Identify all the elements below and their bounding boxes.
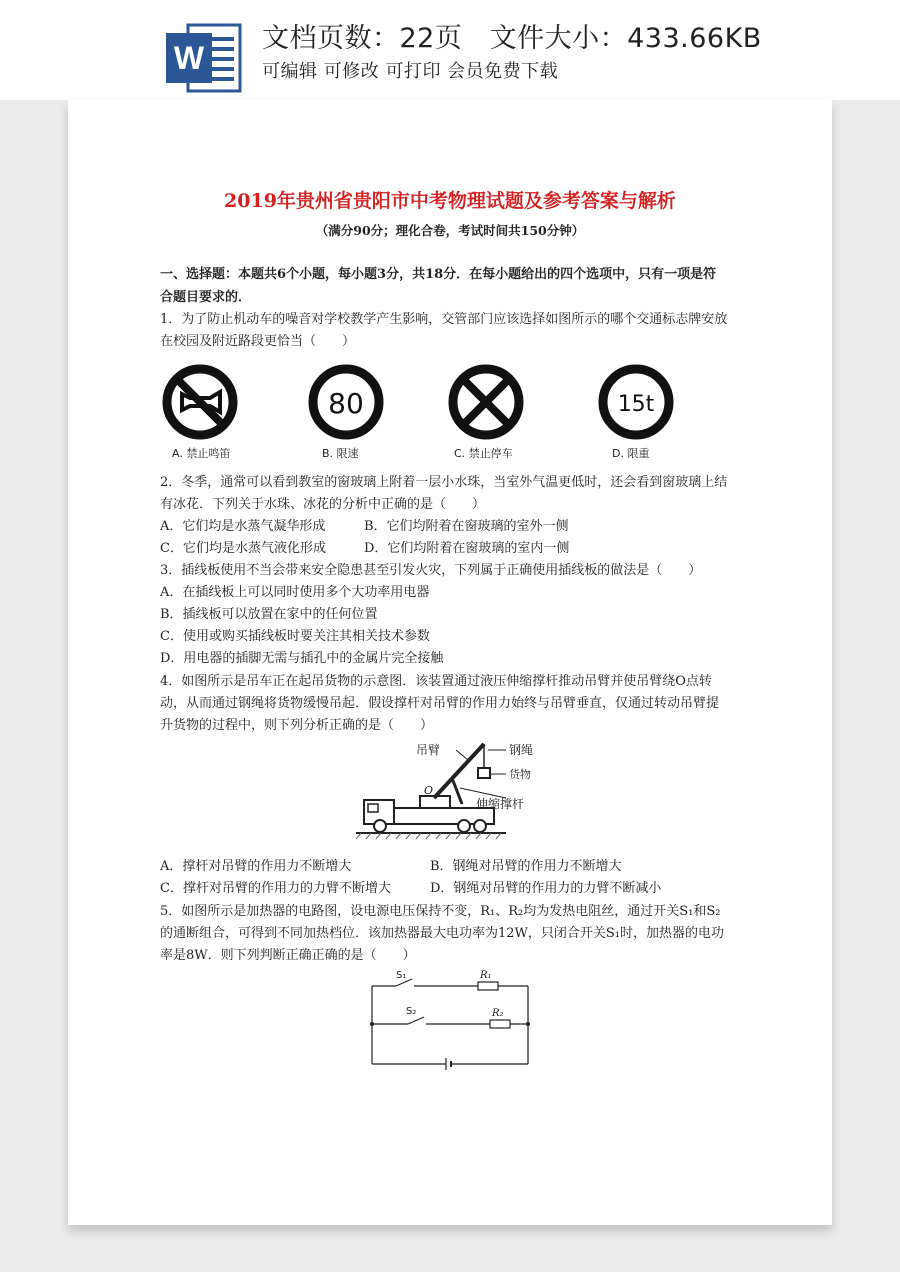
question-4: 4．如图所示是吊车正在起吊货物的示意图．该装置通过液压伸缩撑杆推动吊臂并使吊臂绕O点转 — [160, 674, 712, 689]
rope-label: 钢绳 — [509, 743, 534, 757]
weight-limit-sign-icon — [596, 362, 676, 442]
question-4-cont: 动，从而通过钢绳将货物缓慢吊起．假设撑杆对吊臂的作用力始终与吊臂垂直，仅通过转动吊臂提 — [160, 696, 720, 711]
word-document-icon — [166, 21, 244, 95]
question-1: 1．为了防止机动车的噪音对学校教学产生影响，交管部门应该选择如图所示的哪个交通标志牌安放 — [160, 312, 728, 327]
q3-option-a: A．在插线板上可以同时使用多个大功率用电器 — [160, 585, 430, 600]
no-parking-sign-icon — [446, 362, 526, 442]
switch-s1-label: S₁ — [396, 970, 407, 981]
boom-label: 吊臂 — [416, 743, 441, 757]
resistor-r1-label: R₁ — [480, 970, 492, 981]
q2-option-d: D．它们均附着在窗玻璃的室内一侧 — [364, 541, 570, 556]
cargo-label: 货物 — [509, 768, 531, 781]
doc-subtitle: （满分90分；理化合卷，考试时间共150分钟） — [315, 223, 585, 238]
strut-label: 伸缩撑杆 — [476, 797, 525, 811]
doc-title: 2019年贵州省贵阳市中考物理试题及参考答案与解析 — [224, 190, 676, 212]
document-page — [68, 100, 832, 1225]
circuit-diagram — [366, 968, 536, 1074]
sign-d-label: D. 限重 — [612, 447, 650, 460]
q3-option-d: D．用电器的插脚无需与插孔中的金属片完全接触 — [160, 651, 444, 666]
speed-limit-value: 80 — [328, 387, 364, 420]
q2-option-c: C．它们均是水蒸气液化形成 — [160, 541, 326, 556]
question-4-cont2: 升货物的过程中，则下列分析正确的是（ ） — [160, 718, 434, 733]
q2-option-b: B．它们均附着在窗玻璃的室外一侧 — [364, 519, 569, 534]
sign-c-label: C. 禁止停车 — [454, 447, 513, 460]
logo-letter: W — [173, 40, 205, 76]
q4-option-b: B．钢绳对吊臂的作用力不断增大 — [430, 859, 622, 874]
question-5-cont2: 率是8W．则下列判断正确正确的是（ ） — [160, 948, 416, 963]
pivot-label: O — [424, 784, 434, 797]
crane-diagram — [356, 738, 576, 842]
no-honking-sign-icon — [160, 362, 240, 442]
resistor-r2-label: R₂ — [492, 1008, 504, 1019]
download-header — [0, 0, 900, 100]
question-1-cont: 在校园及附近路段更恰当（ ） — [160, 334, 356, 349]
section-heading: 一、选择题：本题共6个小题，每小题3分，共18分．在每小题给出的四个选项中，只有一项是符 — [160, 267, 717, 282]
q4-option-c: C．撑杆对吊臂的作用力的力臂不断增大 — [160, 881, 391, 896]
question-2: 2．冬季，通常可以看到教室的窗玻璃上附着一层小水珠，当室外气温更低时，还会看到窗玻璃上结 — [160, 475, 728, 490]
q3-option-c: C．使用或购买插线板时要关注其相关技术参数 — [160, 629, 430, 644]
question-5: 5．如图所示是加热器的电路图，设电源电压保持不变，R₁、R₂均为发热电阻丝，通过开关S₁和S₂ — [160, 904, 721, 919]
question-5-cont: 的通断组合，可得到不同加热档位．该加热器最大电功率为12W，只闭合开关S₁时，加热器的电功 — [160, 926, 725, 941]
doc-features: 可编辑 可修改 可打印 会员免费下载 — [262, 61, 559, 82]
sign-b-label: B. 限速 — [322, 447, 359, 460]
speed-limit-sign-icon — [306, 362, 386, 442]
section-heading-cont: 合题目要求的． — [160, 290, 252, 305]
question-3: 3．插线板使用不当会带来安全隐患甚至引发火灾，下列属于正确使用插线板的做法是（ ） — [160, 563, 702, 578]
q4-option-d: D．钢绳对吊臂的作用力的力臂不断减小 — [430, 881, 662, 896]
doc-meta-info: 文档页数：22页 文件大小：433.66KB — [262, 23, 762, 54]
switch-s2-label: S₂ — [406, 1006, 417, 1017]
q4-option-a: A．撑杆对吊臂的作用力不断增大 — [160, 859, 352, 874]
sign-a-label: A. 禁止鸣笛 — [172, 447, 231, 460]
question-2-cont: 有冰花．下列关于水珠、冰花的分析中正确的是（ ） — [160, 497, 486, 512]
q2-option-a: A．它们均是水蒸气凝华形成 — [160, 519, 326, 534]
q3-option-b: B．插线板可以放置在家中的任何位置 — [160, 607, 378, 622]
weight-limit-value: 15t — [617, 392, 655, 417]
